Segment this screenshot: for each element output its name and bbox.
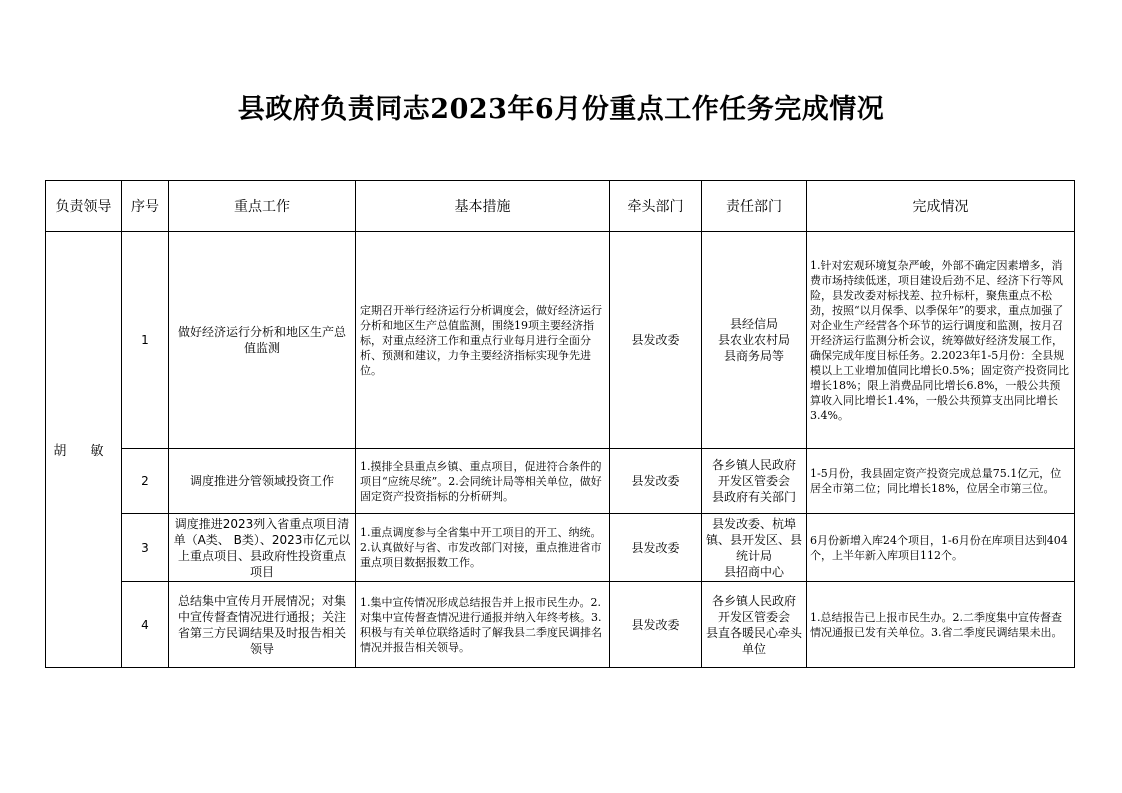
row-work: 总结集中宣传月开展情况；对集中宣传督查情况进行通报；关注省第三方民调结果及时报告相关领导 [169, 582, 356, 668]
table-header-row [46, 181, 1075, 232]
page-title: 县政府负责同志2023年6月份重点工作任务完成情况 [237, 94, 885, 125]
row-work: 调度推进2023列入省重点项目清单（A类、 B类）、2023市亿元以上重点项目、县政府性投资重点项目 [169, 514, 356, 582]
row-work: 做好经济运行分析和地区生产总值监测 [169, 232, 356, 449]
row-work: 调度推进分管领域投资工作 [169, 449, 356, 514]
header-leader: 负责领导 [46, 181, 122, 232]
row-lead-dept: 县发改委 [610, 449, 702, 514]
row-no: 1 [122, 232, 169, 449]
row-status: 6月份新增入库24个项目，1-6月份在库项目达到404个，上半年新入库项目112个。 [807, 514, 1075, 582]
header-lead-dept: 牵头部门 [610, 181, 702, 232]
header-resp-dept: 责任部门 [702, 181, 807, 232]
row-status: 1-5月份，我县固定资产投资完成总量75.1亿元，位居全市第二位；同比增长18%，位居全市第三位。 [807, 449, 1075, 514]
row-measures: 1.重点调度参与全省集中开工项目的开工、纳统。2.认真做好与省、市发改部门对接，重点推进省市重点项目数据报数工作。 [356, 514, 610, 582]
row-measures: 定期召开举行经济运行分析调度会，做好经济运行分析和地区生产总值监测，围绕19项主要经济指标，对重点经济工作和重点行业每月进行全面分析、预测和建议，力争主要经济指标实现争先进位。 [356, 232, 610, 449]
row-resp-dept: 各乡镇人民政府 开发区管委会 县直各暖民心牵头单位 [702, 582, 807, 668]
row-lead-dept: 县发改委 [610, 514, 702, 582]
table-row [46, 514, 1075, 582]
row-no: 4 [122, 582, 169, 668]
table-row [46, 449, 1075, 514]
row-no: 2 [122, 449, 169, 514]
row-measures: 1.集中宣传情况形成总结报告并上报市民生办。2.对集中宣传督查情况进行通报并纳入年终考核。3.积极与有关单位联络适时了解我县二季度民调排名情况并报告相关领导。 [356, 582, 610, 668]
row-measures: 1.摸排全县重点乡镇、重点项目，促进符合条件的项目“应统尽统”。2.会同统计局等相关单位，做好固定资产投资指标的分析研判。 [356, 449, 610, 514]
header-measures: 基本措施 [356, 181, 610, 232]
row-lead-dept: 县发改委 [610, 232, 702, 449]
row-lead-dept: 县发改委 [610, 582, 702, 668]
leader-cell: 胡 敏 [46, 232, 122, 668]
row-status: 1.针对宏观环境复杂严峻，外部不确定因素增多，消费市场持续低迷，项目建设后劲不足、经济下行等风险，县发改委对标找差、拉升标杆，聚焦重点不松劲，按照“以月保季、以季保年”的要求，重点加强了对企业生产经营各个环节的运行调度和监测，按月召开经济运行监测分析会议，统筹做好经济发展工作，确保完成年度目标任务。2.2023年1-5月份：全县规模以上工业增加值同比增长0.5%；固定资产投资同比增长18%；限上消费品同比增长6.8%，一般公共预算收入同比增长1.4%，一般公共预算支出同比增长3.4%。 [807, 232, 1075, 449]
table-row [46, 232, 1075, 449]
task-table [45, 180, 1075, 668]
header-no: 序号 [122, 181, 169, 232]
row-no: 3 [122, 514, 169, 582]
row-status: 1.总结报告已上报市民生办。2.二季度集中宣传督查情况通报已发有关单位。3.省二季度民调结果未出。 [807, 582, 1075, 668]
table-row [46, 582, 1075, 668]
row-resp-dept: 县发改委、杭埠镇、县开发区、县统计局 县招商中心 [702, 514, 807, 582]
header-work: 重点工作 [169, 181, 356, 232]
row-resp-dept: 县经信局 县农业农村局 县商务局等 [702, 232, 807, 449]
header-status: 完成情况 [807, 181, 1075, 232]
row-resp-dept: 各乡镇人民政府 开发区管委会 县政府有关部门 [702, 449, 807, 514]
